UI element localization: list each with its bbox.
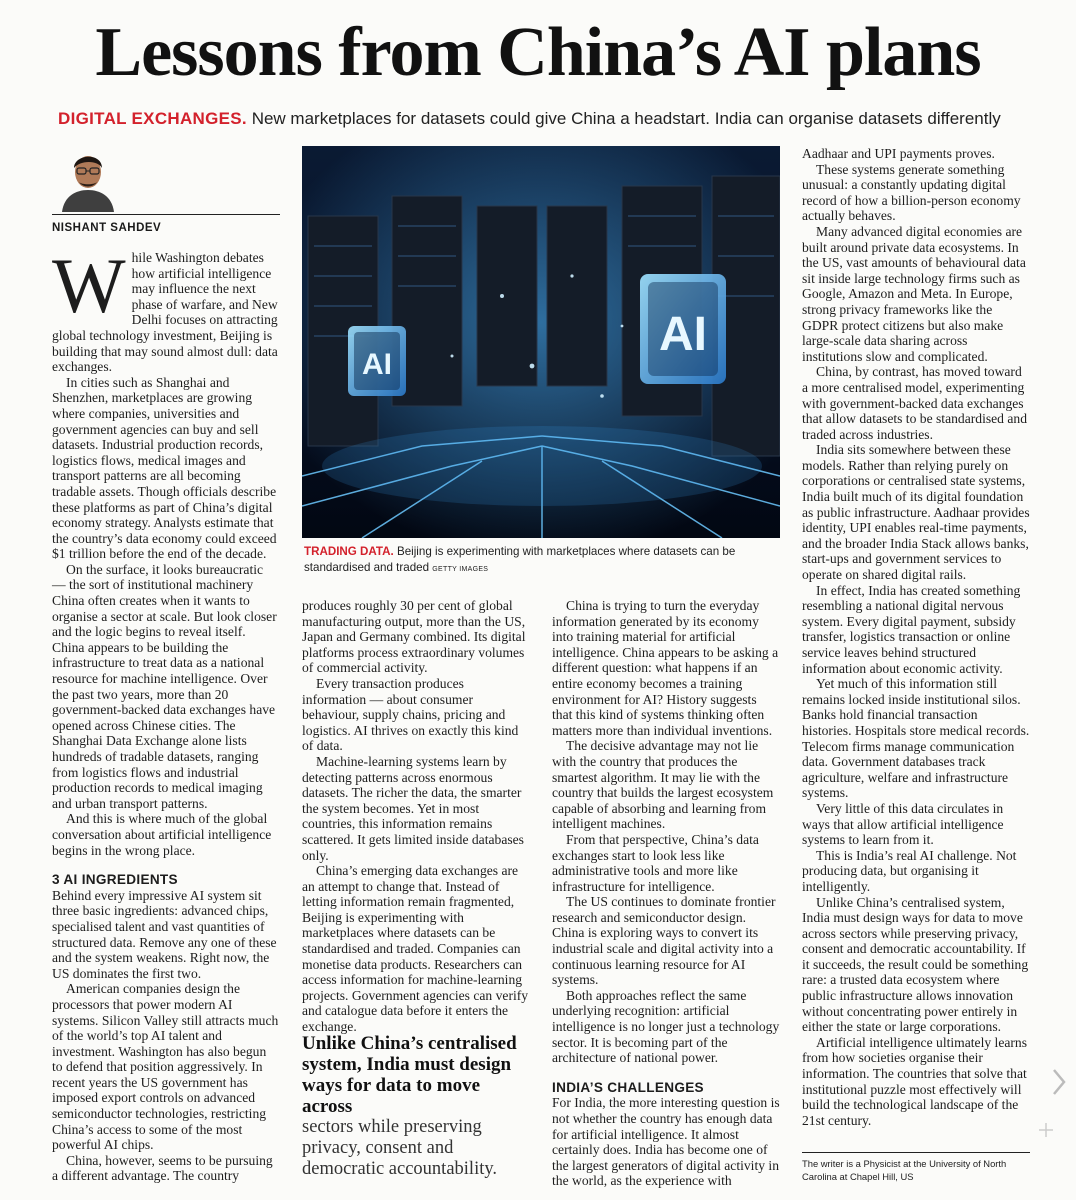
footer-rule <box>802 1152 1030 1153</box>
paragraph: produces roughly 30 per cent of global manufacturing output, more than the US, Japan and Germany combined. Its digital platforms process extraordinary volumes of commercial activity. <box>302 598 526 676</box>
paragraph: Behind every impressive AI system sit three basic ingredients: advanced chips, specialised talent and vast quantities of structured data. Remove any one of these and the system weakens. Right now, the US dominates the first two. <box>52 887 277 981</box>
section-subhead: 3 AI INGREDIENTS <box>52 872 178 888</box>
pull-quote-light: sectors while preserving privacy, consent and democratic accountability. <box>302 1117 498 1179</box>
photo-credit: GETTY IMAGES <box>432 566 489 573</box>
paragraph: Very little of this data circulates in ways that allow artificial intelligence systems to learn from it. <box>802 800 1004 848</box>
paragraph: The decisive advantage may not lie with the country that produces the smartest algorithm. It may lie with the country that builds the largest ecosystem capable of absorbing and learning from intelligent machines. <box>552 738 774 832</box>
caption-kicker: TRADING DATA. <box>304 545 394 558</box>
paragraph: American companies design the processors that power modern AI systems. Silicon Valley still attracts much of the world’s top AI talent and investment. Washington has also begun to defend that position aggressively. In recent years the US government has imposed export controls on advanced semiconductor technologies, restricting China’s access to some of the most powerful AI chips. <box>52 981 279 1153</box>
dek-text: New marketplaces for datasets could give China a headstart. India can organise datasets differently <box>251 109 1001 128</box>
paragraph: Both approaches reflect the same underlying recognition: artificial intelligence is no longer just a technology sector. It is becoming part of the architecture of national power. <box>552 987 780 1066</box>
caption-text: Beijing is experimenting with marketplaces where datasets can be standardised and traded <box>304 545 736 574</box>
ai-chip-right <box>640 274 726 384</box>
page-title: Lessons from China’s AI plans <box>95 14 981 91</box>
paragraph: China is trying to turn the everyday information generated by its economy into training material for artificial intelligence. China appears to be asking a different question: what happens if an entire economy becomes a training environment for AI? History suggests that this kind of systems thinking often matters more than individual inventions. <box>552 598 779 738</box>
paragraph: Aadhaar and UPI payments proves. <box>802 146 995 161</box>
paragraph: India sits somewhere between these models. Rather than relying purely on corporations or centralised state systems, India built much of its digital foundation as public infrastructure. Aadhaar provides identity, UPI enables real-time payments, and the broader India Stack allows banks, start-ups and government services to operate on shared digital rails. <box>802 442 1030 583</box>
chip-label: AI <box>362 348 392 381</box>
chevron-right-icon[interactable] <box>1050 1062 1068 1102</box>
hero-image <box>302 146 780 538</box>
paragraph: Unlike China’s centralised system, India must design ways for data to move across sectors while preserving privacy, consent and democratic accountability. If it succeeds, the result could be something rare: a trusted data ecosystem where public infrastructure allows innovation without concentrating power entirely in either the state or large corporations. <box>802 894 1029 1035</box>
paragraph: Artificial intelligence ultimately learns from how societies organise their information. The countries that solve that institutional puzzle most effectively will build the technological landscape of the 21st century. <box>802 1034 1028 1128</box>
author-photo <box>58 140 118 212</box>
paragraph: Yet much of this information still remains locked inside institutional silos. Banks hold financial transaction histories. Hospitals store medical records. Telecom firms manage communication data. Government databases track agriculture, welfare and infrastructure systems. <box>802 676 1030 801</box>
paragraph: Every transaction produces information — about consumer behaviour, supply chains, pricing and logistics. AI thrives on exactly this kind of data. <box>302 675 519 754</box>
article-column-1 <box>52 242 280 1184</box>
paragraph: On the surface, it looks bureaucratic — the sort of institutional machinery China often creates when it wants to organise a sector at scale. But look closer and the logic begins to reveal itself. China appears to be building the infrastructure to treat data as a national resource for machine intelligence. Over the past two years, more than 20 government-backed data exchanges have opened across Chinese cities. The Shanghai Data Exchange alone lists hundreds of tradable datasets, ranging from logistics flows and industrial production records to medical imaging and urban transport patterns. <box>52 561 277 811</box>
dek-kicker: DIGITAL EXCHANGES. <box>58 109 247 128</box>
paragraph: And this is where much of the global conversation about artificial intelligence begins in the wrong place. <box>52 811 272 858</box>
paragraph: China, however, seems to be pursuing a different advantage. The country <box>52 1152 273 1184</box>
paragraph: Machine-learning systems learn by detecting patterns across enormous datasets. The richer the data, the smarter the system becomes. Yet in most countries, this information remains scattered. It gets limited inside databases only. <box>302 753 524 863</box>
lead-text: hile Washington debates how artificial intelligence may influence the next phase of warfare, and New Delhi focuses on attracting global technology investment, Beijing is building that may sound almost dull: data exchanges. <box>52 250 278 375</box>
article-column-3 <box>552 598 780 1189</box>
section-subhead: INDIA’S CHALLENGES <box>552 1079 704 1095</box>
article-column-4 <box>802 146 1030 1128</box>
ai-chip-left <box>348 326 406 396</box>
paragraph: In effect, India has created something resembling a national digital nervous system. Every digital payment, subsidy transfer, logistics transaction or online service leaves behind structured information about economic activity. <box>802 582 1021 676</box>
paragraph: This is India’s real AI challenge. Not producing data, but organising it intelligently. <box>802 847 1017 894</box>
byline: NISHANT SAHDEV <box>52 222 162 234</box>
pull-quote <box>302 1033 534 1180</box>
chip-label: AI <box>659 308 707 361</box>
image-caption <box>304 544 784 578</box>
paragraph: From that perspective, China’s data exchanges start to look less like administrative tools and more like infrastructure for intelligence. <box>552 831 759 894</box>
paragraph: The US continues to dominate frontier research and semiconductor design. China is exploring ways to convert its industrial scale and digital activity into a continuous learning resource for AI systems. <box>552 894 776 988</box>
article-column-2 <box>302 598 530 1035</box>
paragraph: For India, the more interesting question is not whether the country has enough data for artificial intelligence. It almost certainly does. India has become one of the largest generators of digital activity in the world, as the experience with <box>552 1095 780 1189</box>
paragraph: Many advanced digital economies are built around private data ecosystems. In the US, vast amounts of behavioural data sit inside large technology firms such as Google, Amazon and Meta. In Europe, strong privacy frameworks like the GDPR protect citizens but also make large-scale data sharing across institutions slow and complicated. <box>802 223 1026 364</box>
drop-cap: W <box>52 242 126 329</box>
subheadline <box>58 108 1058 130</box>
paragraph: China, by contrast, has moved toward a more centralised model, experimenting with government-backed data exchanges that allow datasets to be standardised and traded across industries. <box>802 364 1027 442</box>
byline-rule <box>52 214 280 215</box>
paragraph: China’s emerging data exchanges are an attempt to change that. Instead of letting information remain fragmented, Beijing is experimenting with marketplaces where datasets can be standardised and traded. Companies can monetise data products. Researchers can access information for machine-learning projects. Government agencies can verify and catalogue data before it enters the exchange. <box>302 863 529 1035</box>
plus-icon[interactable] <box>1036 1120 1056 1140</box>
pull-quote-strong: Unlike China’s centralised system, India must design ways for data to move across <box>302 1033 517 1117</box>
paragraph: In cities such as Shanghai and Shenzhen, marketplaces are growing where companies, universities and government agencies can buy and sell datasets. Industrial production records, logistics flows, medical images and transport patterns are all becoming tradable assets. Though officials describe these platforms as part of China’s digital economy strategy. Analysts estimate that the country’s data economy could exceed $1 trillion before the end of the decade. <box>52 374 277 562</box>
lead-paragraph <box>52 242 280 375</box>
paragraph: These systems generate something unusual: a constantly updating digital record of how a billion-person economy actually behaves. <box>802 161 1021 224</box>
author-note: The writer is a Physicist at the University of North Carolina at Chapel Hill, US <box>802 1158 1007 1182</box>
